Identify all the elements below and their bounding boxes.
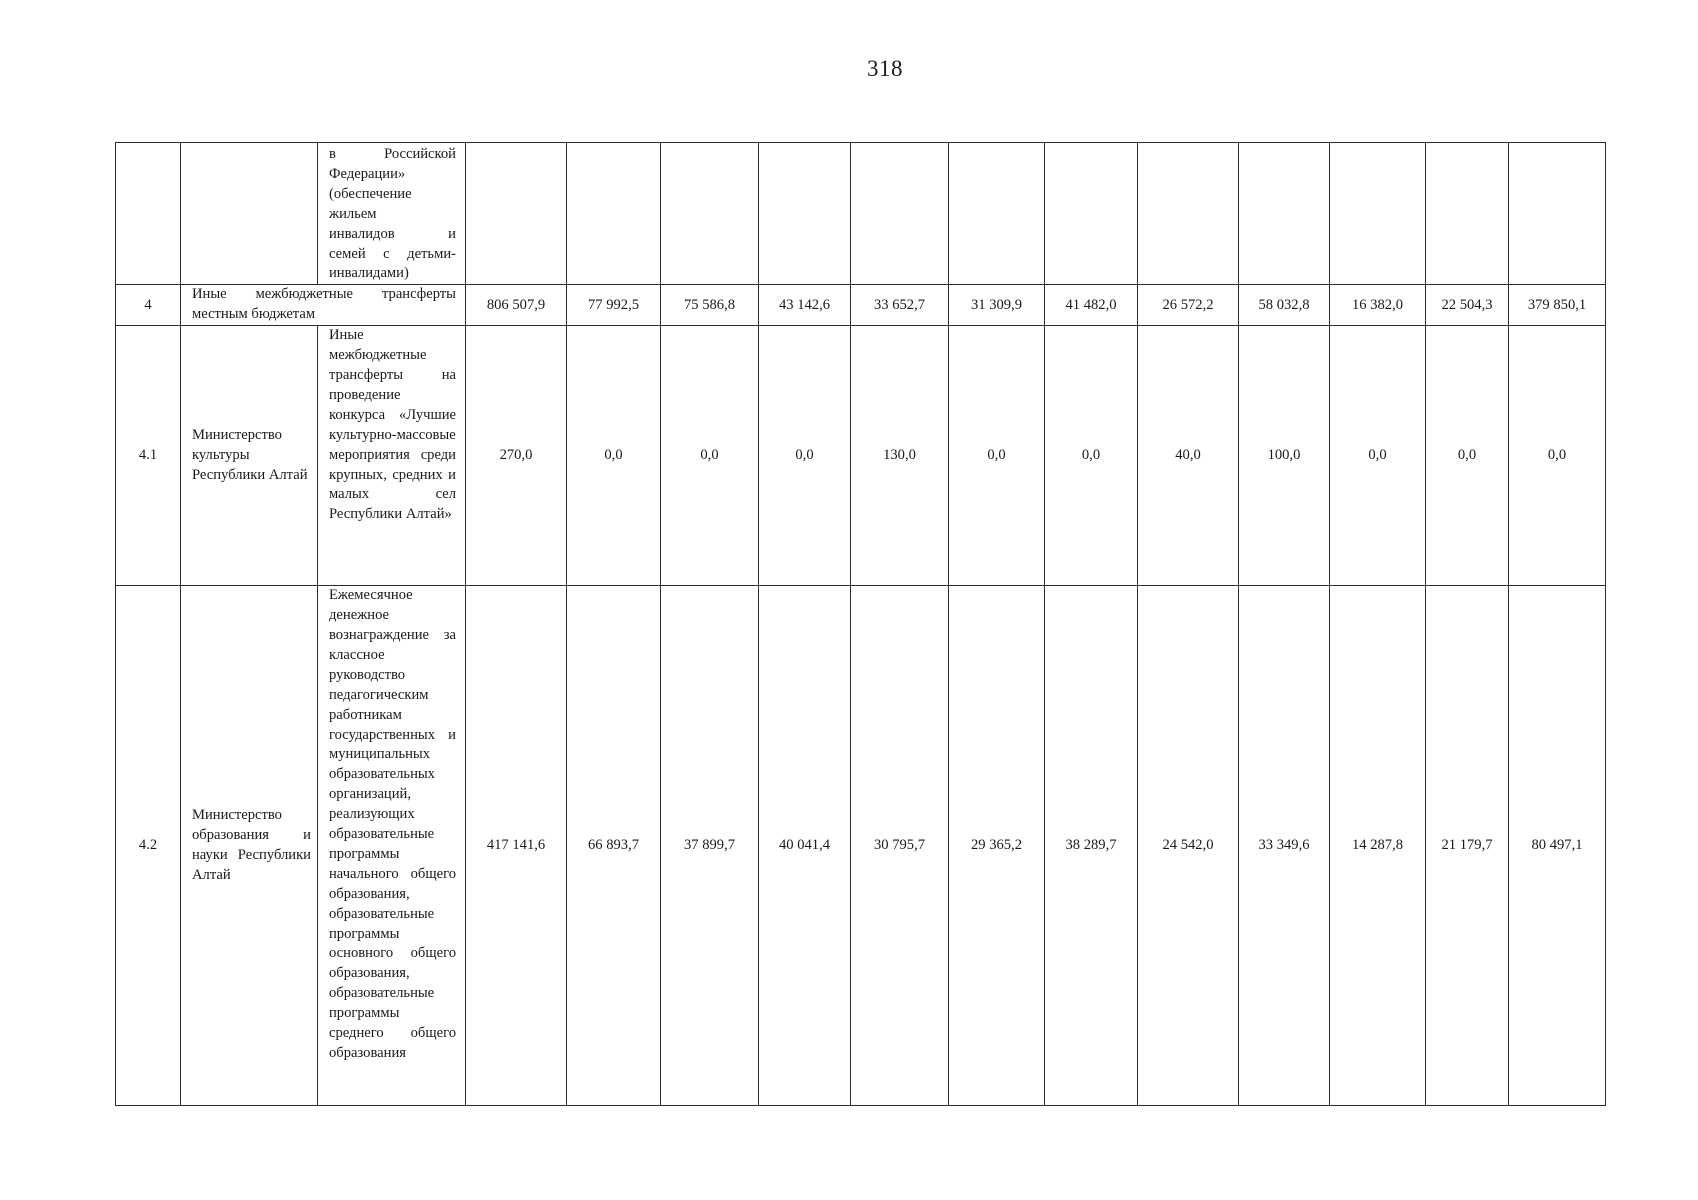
description-cell: Ежемесячное денежное вознаграждение за классное руководство педагогическим работникам государственных и муниципальных образовательных организаций, реализующих образовательные программы начального общего образования, образовательные программы основного общего образования, образовательные программы среднего общего образования <box>318 586 466 1106</box>
value-cell: 24 542,0 <box>1138 586 1239 1106</box>
value-cell: 21 179,7 <box>1426 586 1509 1106</box>
value-cell: 0,0 <box>759 326 851 586</box>
description-cell <box>318 143 466 285</box>
value-cell: 417 141,6 <box>466 586 567 1106</box>
organization-cell: Министерство образования и науки Республики Алтай <box>181 586 318 1106</box>
value-cell: 43 142,6 <box>759 285 851 326</box>
value-cell: 0,0 <box>949 326 1045 586</box>
table-row-continuation <box>116 143 1606 285</box>
value-cell <box>1239 143 1330 285</box>
table-row-detail <box>116 326 1606 586</box>
value-cell <box>661 143 759 285</box>
row-number-cell: 4 <box>116 285 181 326</box>
value-cell: 33 349,6 <box>1239 586 1330 1106</box>
desc-line: в Российской <box>329 146 456 162</box>
value-cell <box>1330 143 1426 285</box>
table-row-summary <box>116 285 1606 326</box>
row-number-cell: 4.1 <box>116 326 181 586</box>
value-cell: 75 586,8 <box>661 285 759 326</box>
description-cell: Иные межбюджетные трансферты на проведение конкурса «Лучшие культурно-массовые мероприятия среди крупных, средних и малых сел Республики Алтай» <box>318 326 466 586</box>
page-number: 318 <box>867 56 903 81</box>
organization-cell <box>181 143 318 285</box>
desc-line: инвалидов и <box>329 225 456 242</box>
value-cell: 14 287,8 <box>1330 586 1426 1106</box>
value-cell: 77 992,5 <box>567 285 661 326</box>
value-cell: 33 652,7 <box>851 285 949 326</box>
value-cell <box>1045 143 1138 285</box>
value-cell <box>949 143 1045 285</box>
value-cell: 66 893,7 <box>567 586 661 1106</box>
value-cell: 37 899,7 <box>661 586 759 1106</box>
value-cell: 0,0 <box>1509 326 1606 586</box>
value-cell: 26 572,2 <box>1138 285 1239 326</box>
row-number-cell <box>116 143 181 285</box>
value-cell <box>1138 143 1239 285</box>
value-cell <box>567 143 661 285</box>
value-cell: 22 504,3 <box>1426 285 1509 326</box>
value-cell: 0,0 <box>1045 326 1138 586</box>
value-cell: 58 032,8 <box>1239 285 1330 326</box>
description-cell <box>181 285 466 326</box>
value-cell: 0,0 <box>567 326 661 586</box>
desc-line: (обеспечение <box>329 185 412 202</box>
value-cell: 0,0 <box>661 326 759 586</box>
value-cell: 100,0 <box>1239 326 1330 586</box>
value-cell: 270,0 <box>466 326 567 586</box>
value-cell <box>759 143 851 285</box>
value-cell: 38 289,7 <box>1045 586 1138 1106</box>
value-cell: 80 497,1 <box>1509 586 1606 1106</box>
value-cell: 130,0 <box>851 326 949 586</box>
value-cell: 0,0 <box>1426 326 1509 586</box>
organization-cell: Министерство культуры Республики Алтай <box>181 326 318 586</box>
value-cell: 0,0 <box>1330 326 1426 586</box>
value-cell <box>1509 143 1606 285</box>
desc-line: инвалидами) <box>329 265 409 282</box>
value-cell <box>466 143 567 285</box>
value-cell: 16 382,0 <box>1330 285 1426 326</box>
summary-description: Иные межбюджетные трансферты местным бюджетам <box>192 286 456 323</box>
value-cell: 31 309,9 <box>949 285 1045 326</box>
table-row-detail <box>116 586 1606 1106</box>
value-cell <box>1426 143 1509 285</box>
value-cell: 40 041,4 <box>759 586 851 1106</box>
row-number-cell: 4.2 <box>116 586 181 1106</box>
desc-line: семей с детьми- <box>329 245 456 262</box>
value-cell: 806 507,9 <box>466 285 567 326</box>
value-cell: 379 850,1 <box>1509 285 1606 326</box>
desc-line: жильем <box>329 205 377 222</box>
budget-table <box>115 142 1606 1106</box>
value-cell: 40,0 <box>1138 326 1239 586</box>
value-cell: 30 795,7 <box>851 586 949 1106</box>
value-cell <box>851 143 949 285</box>
value-cell: 41 482,0 <box>1045 285 1138 326</box>
desc-line: Федерации» <box>329 165 406 182</box>
value-cell: 29 365,2 <box>949 586 1045 1106</box>
